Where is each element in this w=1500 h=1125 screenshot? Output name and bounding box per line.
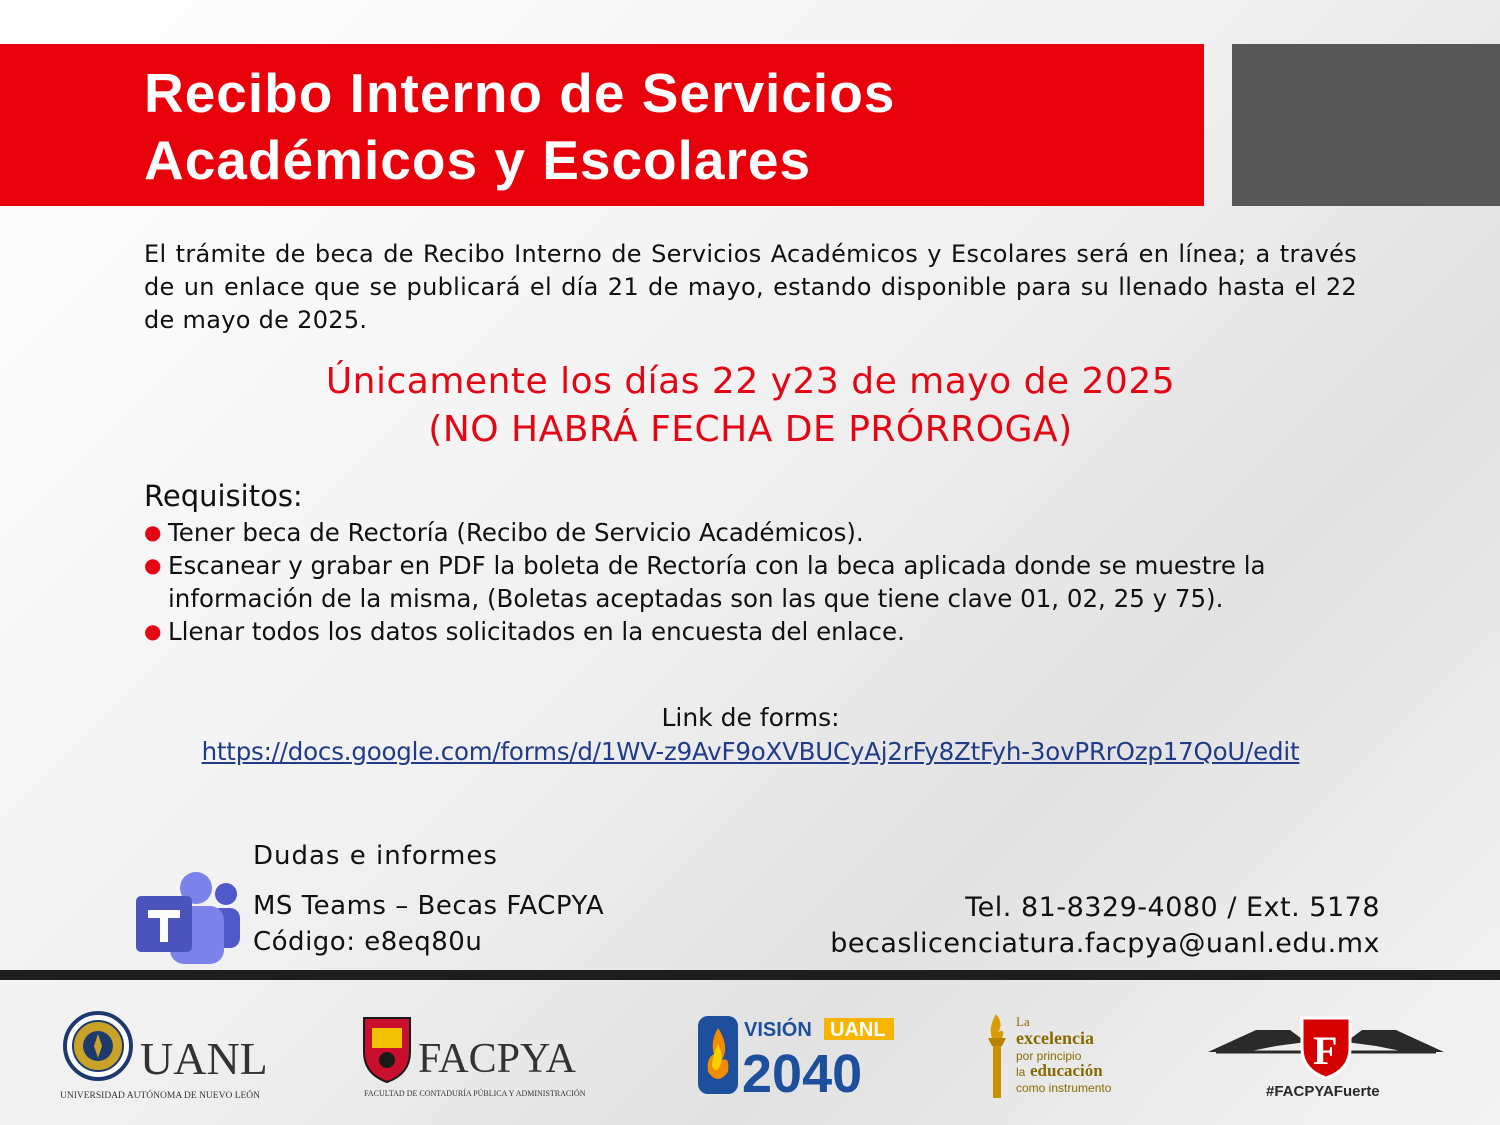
facpya-full-name: FACULTAD DE CONTADURÍA PÚBLICA Y ADMINISTRACIÓN [364,1089,586,1098]
excelencia-por: por principio [1016,1049,1082,1063]
bullet-icon: ● [144,553,162,577]
date-highlight [144,358,1357,454]
forms-link-label: Link de forms: [661,703,840,732]
facpya-fuerte-logo [1206,1012,1446,1100]
gray-accent-block [1232,44,1500,206]
requirement-item [144,615,1364,648]
fuerte-hashtag: #FACPYAFuerte [1266,1083,1380,1100]
vision-word: VISIÓN [744,1019,812,1041]
excelencia-educacion: educación [1030,1061,1103,1080]
teams-channel: MS Teams – Becas FACPYA [253,891,605,921]
email-address: becaslicenciatura.facpya@uanl.edu.mx [830,928,1380,959]
requirement-text: Llenar todos los datos solicitados en la encuesta del enlace. [168,617,905,646]
forms-link[interactable]: https://docs.google.com/forms/d/1WV-z9AvF9oXVBUCyAj2rFy8ZtFyh-3ovPRrOzp17QoU/edit [201,737,1300,766]
requirement-item [144,549,1364,615]
facpya-logo [360,1012,620,1100]
requirement-text: Escanear y grabar en PDF la boleta de Rectoría con la beca aplicada donde se muestre la información de la misma, (Boletas aceptadas son las que tiene clave 01, 02, 25 y 75). [168,551,1266,613]
excelencia-la: La [1016,1014,1030,1029]
uanl-logo [58,1010,288,1102]
excelencia-logo [982,1010,1132,1100]
requirements-list [144,516,1364,648]
intro-paragraph: El trámite de beca de Recibo Interno de Servicios Académicos y Escolares será en línea; a través de un enlace que se publicará el día 21 de mayo, estando disponible para su llenado hasta el 22 de mayo de 2025. [144,240,1357,334]
bullet-icon: ● [144,619,162,643]
requirement-item [144,516,1364,549]
vision-2040-logo [696,1014,898,1096]
fuerte-letter: F [1313,1028,1338,1073]
footer-divider [0,970,1500,980]
title-line-1: Recibo Interno de Servicios [144,62,896,124]
teams-info [253,888,604,960]
requirement-text: Tener beca de Rectoría (Recibo de Servicio Académicos). [168,518,864,547]
contact-info [830,890,1380,962]
date-line: Únicamente los días 22 y23 de mayo de 2025 [325,361,1176,402]
page-title [144,60,1194,194]
bullet-icon: ● [144,520,162,544]
vision-uanl: UANL [830,1019,886,1041]
title-line-2: Académicos y Escolares [144,129,812,191]
ms-teams-icon [134,868,242,968]
no-extension-line: (NO HABRÁ FECHA DE PRÓRROGA) [428,409,1073,450]
contact-heading: Dudas e informes [253,841,498,871]
uanl-full-name: UNIVERSIDAD AUTÓNOMA DE NUEVO LEÓN [60,1091,261,1101]
phone-number: Tel. 81-8329-4080 / Ext. 5178 [965,892,1380,923]
excelencia-la2: la [1016,1065,1026,1079]
excelencia-como: como instrumento [1016,1081,1112,1095]
facpya-name: FACPYA [418,1036,576,1082]
teams-code: Código: e8eq80u [253,927,483,957]
requirements-heading: Requisitos: [144,479,303,513]
excelencia-word: excelencia [1016,1028,1094,1048]
vision-year: 2040 [742,1044,863,1096]
uanl-name: UANL [140,1033,268,1084]
